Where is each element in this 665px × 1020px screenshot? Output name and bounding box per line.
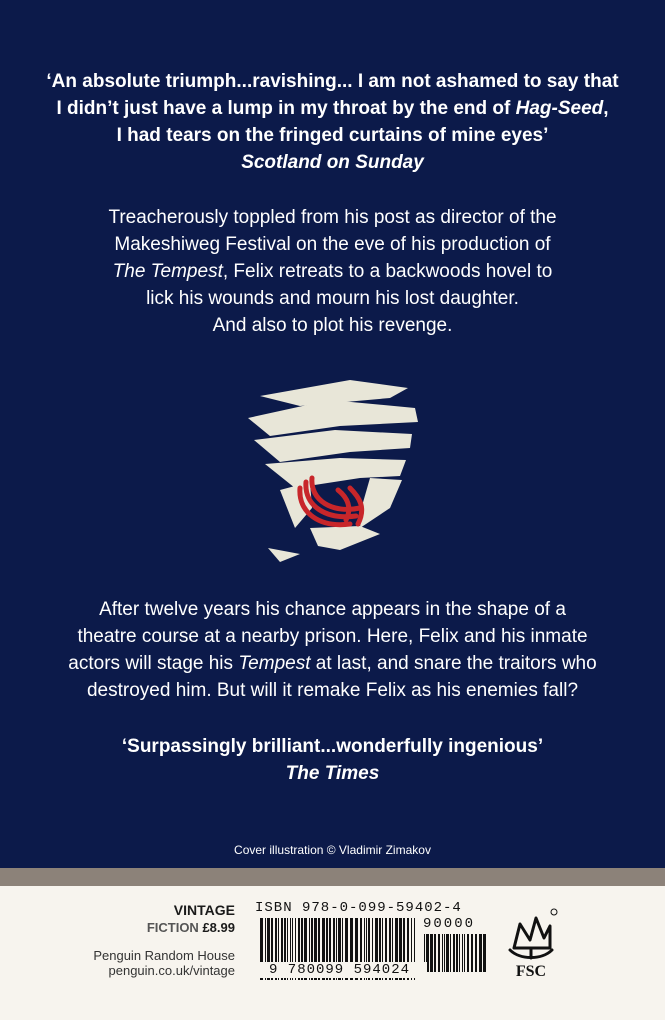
barcode-bar	[467, 934, 469, 972]
divider-band	[0, 868, 665, 886]
blurb-2-line-3	[30, 650, 635, 677]
blurb-2-line-3-rest: at last, and snare the traitors who	[310, 653, 597, 674]
review-quote-1	[20, 68, 645, 176]
review-quote-2	[20, 733, 645, 787]
barcode-bar	[464, 934, 465, 972]
barcode-bar	[462, 934, 463, 972]
quote-1-line-1: ‘An absolute triumph...ravishing... I am not ashamed to say that	[46, 71, 619, 92]
blurb-2-line-1: After twelve years his chance appears in the shape of a	[99, 599, 566, 620]
barcode-bar	[479, 934, 482, 972]
quote-1-line-3: I had tears on the fringed curtains of mine eyes’	[116, 125, 549, 146]
quote-2-line-1: ‘Surpassingly brilliant...wonderfully ingenious’	[121, 736, 544, 757]
barcode-bar	[444, 934, 445, 972]
quote-1-line-2-text: I didn’t just have a lump in my throat by the end of	[56, 98, 516, 119]
quote-1-line-2-punct: ,	[603, 98, 609, 119]
price-barcode-icon	[422, 934, 486, 972]
barcode-bar	[434, 934, 436, 972]
category-price	[147, 920, 235, 935]
ean-number: 9 780099 594024	[252, 962, 427, 978]
blurb-1-line-4: lick his wounds and mourn his lost daughter.	[146, 288, 519, 309]
blurb-1-line-3-text: , Felix retreats to a backwoods hovel to	[222, 261, 553, 282]
blurb-1-line-2: Makeshiweg Festival on the eve of his production of	[114, 234, 551, 255]
eye-white-strokes	[248, 380, 418, 562]
quote-2-source: The Times	[285, 763, 380, 784]
category-label: FICTION	[146, 920, 199, 935]
blurb-paragraph-2	[30, 596, 635, 704]
publisher-url: penguin.co.uk/vintage	[108, 963, 235, 978]
publisher-group: Penguin Random House	[93, 948, 235, 963]
barcode-bar	[483, 934, 486, 972]
price-code: 90000	[423, 916, 476, 932]
quote-1-source: Scotland on Sunday	[241, 152, 424, 173]
blurb-2-line-2: theatre course at a nearby prison. Here, Felix and his inmate	[77, 626, 588, 647]
barcode-bar	[453, 934, 455, 972]
isbn-text: ISBN 978-0-099-59402-4	[255, 900, 462, 916]
price-label: £8.99	[202, 920, 235, 935]
barcode-bar	[450, 934, 451, 972]
quote-1-line-2	[20, 95, 645, 122]
blurb-1-line-3	[30, 258, 635, 285]
eye-illustration	[240, 378, 420, 568]
barcode-bar	[459, 934, 460, 972]
barcode-bar	[438, 934, 440, 972]
barcode-bar	[430, 934, 433, 972]
blurb-1-line-1: Treacherously toppled from his post as director of the	[108, 207, 557, 228]
barcode-panel	[0, 886, 665, 1020]
quote-1-book-title: Hag-Seed	[515, 98, 604, 119]
blurb-2-play-title: Tempest	[238, 653, 311, 674]
fsc-logo-icon	[500, 904, 562, 982]
blurb-paragraph-1	[30, 204, 635, 339]
blurb-2-line-4: destroyed him. But will it remake Felix as his enemies fall?	[86, 680, 579, 701]
fsc-label: FSC	[515, 963, 547, 980]
barcode-bar	[442, 934, 443, 972]
blurb-1-line-5: And also to plot his revenge.	[212, 315, 453, 336]
imprint-name: VINTAGE	[173, 902, 235, 918]
barcode-bar	[456, 934, 458, 972]
barcode-bar	[471, 934, 473, 972]
barcode-bar	[475, 934, 477, 972]
blurb-2-line-3-text: actors will stage his	[68, 653, 239, 674]
barcode-bar	[446, 934, 449, 972]
blurb-1-play-title: The Tempest	[112, 261, 223, 282]
cover-credit: Cover illustration © Vladimir Zimakov	[234, 843, 431, 857]
